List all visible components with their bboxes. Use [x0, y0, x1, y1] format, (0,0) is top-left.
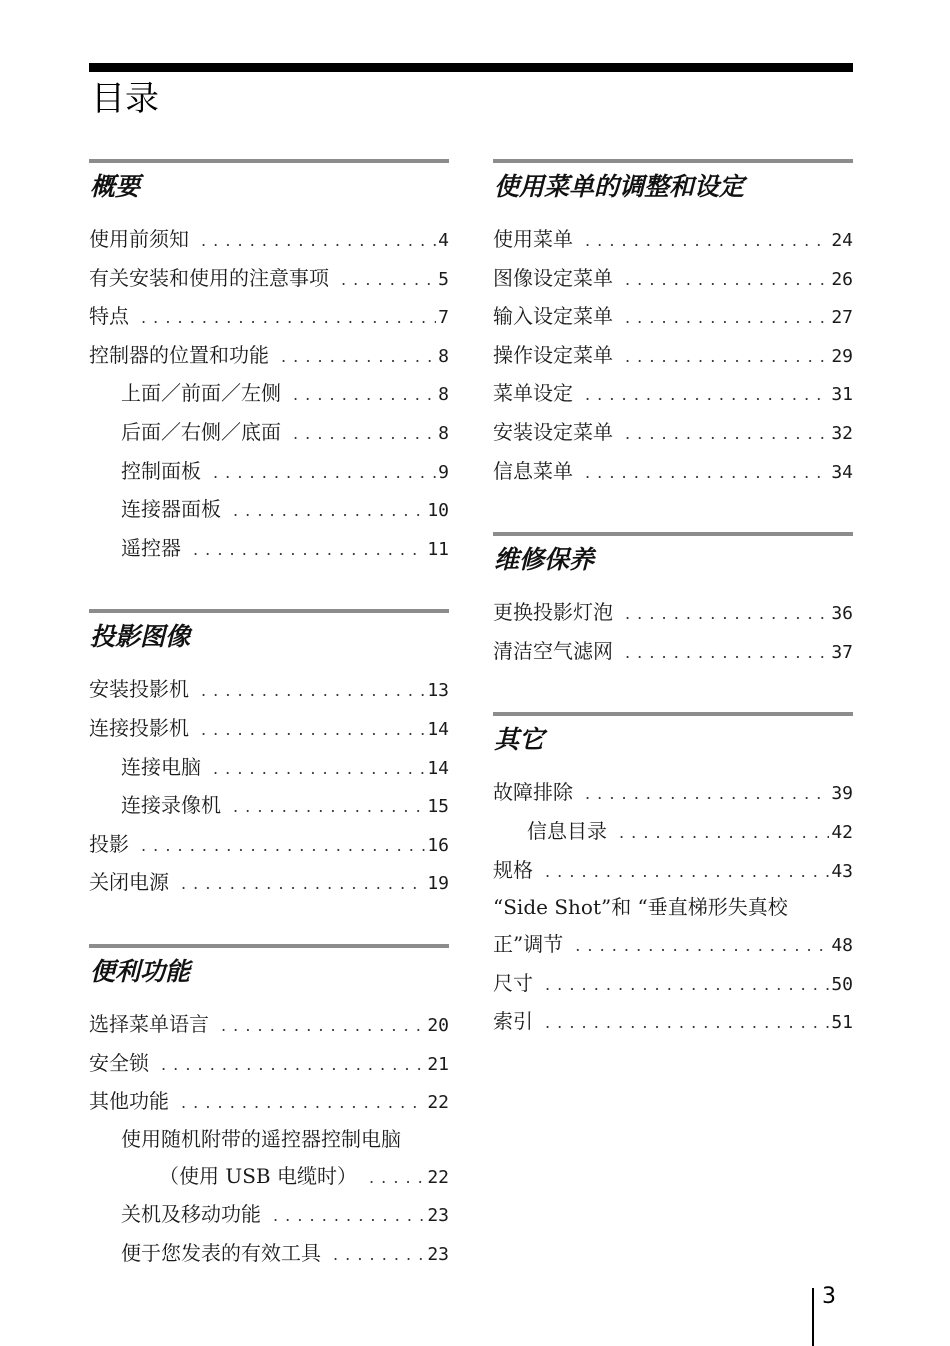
section-title: 维修保养: [494, 545, 595, 575]
toc-subentry[interactable]: [493, 812, 853, 851]
toc-entry-label: 菜单设定: [493, 381, 573, 406]
dot-leader: [585, 775, 829, 814]
toc-entry-page: 15: [427, 796, 449, 818]
dot-leader: [293, 376, 436, 415]
toc-entry-label: 使用菜单: [493, 227, 573, 251]
toc-entry-page: 37: [831, 641, 853, 663]
toc-entry-page: 26: [831, 268, 853, 290]
toc-entry-page: 8: [438, 384, 449, 406]
toc-entry-label: 操作设定菜单: [493, 342, 613, 367]
toc-entry-page: 14: [427, 718, 449, 740]
toc-entry[interactable]: [493, 374, 853, 413]
toc-entry-label: 投影: [89, 831, 129, 856]
section-title: 使用菜单的调整和设定: [494, 172, 745, 201]
section-other: [493, 712, 853, 1041]
section-maintenance: [493, 532, 853, 670]
toc-entry-label-line2: （使用 USB 电缆时）: [159, 1163, 357, 1188]
toc-entry[interactable]: [493, 336, 853, 375]
section-rule: [493, 712, 853, 716]
toc-entry-page: 23: [427, 1243, 449, 1265]
dot-leader: [625, 338, 829, 377]
toc-entry-label: 连接录像机: [121, 793, 221, 818]
toc-entry-page: 20: [427, 1014, 449, 1036]
toc-entry-label: 图像设定菜单: [493, 265, 613, 290]
toc-subentry[interactable]: [89, 786, 449, 825]
toc-entry-label: 尺寸: [493, 970, 533, 995]
toc-subentry[interactable]: [89, 529, 449, 568]
toc-entry-page: 50: [831, 973, 853, 995]
toc-entry-page: 23: [427, 1205, 449, 1227]
toc-entry-label: 控制面板: [121, 458, 201, 483]
toc-entry-page: 21: [427, 1053, 449, 1075]
toc-entry[interactable]: [89, 297, 449, 336]
toc-entry-page: 27: [831, 307, 853, 329]
section-rule: [493, 159, 853, 163]
toc-entry-page: 39: [831, 783, 853, 805]
toc-entry[interactable]: [493, 964, 853, 1003]
toc-entry-label: 清洁空气滤网: [493, 638, 613, 663]
toc-entry-page: 22: [427, 1092, 449, 1114]
toc-entry-page: 31: [831, 384, 853, 406]
dot-leader: [193, 531, 425, 570]
toc-entry-label: 上面／前面／左侧: [121, 381, 281, 406]
toc-subentry[interactable]: [89, 413, 449, 452]
dot-leader: [201, 672, 425, 711]
toc-entry-label: 更换投影灯泡: [493, 600, 613, 625]
toc-entry-page: 34: [831, 461, 853, 483]
dot-leader: [585, 454, 829, 493]
toc-entry[interactable]: [493, 297, 853, 336]
toc-entry[interactable]: [89, 709, 449, 748]
dot-leader: [293, 415, 436, 454]
toc-entry-label: 连接器面板: [121, 497, 221, 522]
toc-subentry[interactable]: [89, 1234, 449, 1273]
toc-subentry[interactable]: [89, 452, 449, 491]
dot-leader: [619, 814, 829, 853]
dot-leader: [625, 299, 829, 338]
page-title: 目录: [91, 79, 159, 119]
dot-leader: [221, 1007, 425, 1046]
toc-entry-page: 14: [427, 757, 449, 779]
toc-entry-label: 选择菜单语言: [89, 1011, 209, 1036]
top-rule: [89, 63, 853, 72]
dot-leader: [545, 853, 829, 892]
dot-leader: [181, 865, 425, 904]
toc-entry-page: 36: [831, 603, 853, 625]
toc-entry-label: 关闭电源: [89, 870, 169, 895]
toc-entry-label: 关机及移动功能: [121, 1202, 261, 1227]
toc-entry[interactable]: [493, 220, 853, 259]
dot-leader: [201, 222, 436, 261]
toc-entry[interactable]: [89, 259, 449, 298]
dot-leader: [233, 788, 425, 827]
section-convenient: [89, 944, 449, 1273]
toc-entry-page: 24: [831, 230, 853, 251]
toc-entry-label: 信息目录: [527, 818, 607, 843]
toc-entry-page: 8: [438, 345, 449, 367]
toc-entry-page: 22: [427, 1166, 449, 1188]
dot-leader: [625, 595, 829, 634]
toc-entry-label-line1: 使用随机附带的遥控器控制电脑: [121, 1126, 401, 1151]
toc-entry[interactable]: [493, 413, 853, 452]
toc-entry-line2: [121, 1157, 449, 1196]
toc-entry-label: 安装设定菜单: [493, 419, 613, 444]
toc-entry[interactable]: [89, 825, 449, 864]
section-title: 投影图像: [90, 622, 191, 652]
toc-entry[interactable]: [493, 593, 853, 632]
toc-entry-page: 32: [831, 422, 853, 444]
toc-entry-label: 安全锁: [89, 1050, 149, 1075]
section-rule: [89, 609, 449, 613]
toc-entry-page: 42: [831, 821, 853, 843]
toc-entry-label: 连接投影机: [89, 715, 189, 740]
toc-subentry[interactable]: [89, 748, 449, 787]
toc-entry-label: 特点: [89, 304, 129, 329]
section-rule: [89, 159, 449, 163]
toc-entry-label: 控制器的位置和功能: [89, 342, 269, 367]
toc-entry-multiline[interactable]: [493, 889, 853, 964]
dot-leader: [625, 261, 829, 300]
dot-leader: [201, 711, 425, 750]
dot-leader: [585, 222, 829, 261]
toc-entry[interactable]: [89, 863, 449, 902]
dot-leader: [575, 927, 829, 966]
toc-entry[interactable]: [493, 851, 853, 890]
section-title: 其它: [494, 725, 545, 755]
toc-entry-label: 信息菜单: [493, 458, 573, 483]
toc-entry-label: 便于您发表的有效工具: [121, 1240, 321, 1265]
dot-leader: [161, 1046, 425, 1085]
toc-entry-label: 后面／右侧／底面: [121, 419, 281, 444]
toc-entry-label: 连接电脑: [121, 754, 201, 779]
toc-entry-page: 29: [831, 345, 853, 367]
toc-entry[interactable]: [89, 1044, 449, 1083]
section-rule: [493, 532, 853, 536]
section-overview: [89, 159, 449, 567]
toc-entry-page: 16: [427, 834, 449, 856]
dot-leader: [141, 299, 436, 338]
toc-entry[interactable]: [89, 670, 449, 709]
dot-leader: [585, 376, 829, 415]
toc-entry[interactable]: [89, 336, 449, 375]
toc-entry-label: 索引: [493, 1009, 533, 1034]
toc-subentry[interactable]: [89, 490, 449, 529]
toc-entry[interactable]: [493, 632, 853, 671]
dot-leader: [333, 1236, 425, 1275]
toc-entry-label: 其他功能: [89, 1089, 169, 1114]
dot-leader: [213, 454, 436, 493]
toc-entry-page: 19: [427, 873, 449, 895]
toc-entry[interactable]: [493, 452, 853, 491]
toc-entry-page: 10: [427, 500, 449, 522]
toc-entry-label-line2: 正”调节: [493, 932, 564, 957]
toc-subentry-multiline[interactable]: [89, 1121, 449, 1196]
toc-entry-page: 43: [831, 860, 853, 882]
toc-entry-label: 规格: [493, 857, 533, 882]
toc-entry[interactable]: [493, 1002, 853, 1041]
toc-entry[interactable]: [89, 1005, 449, 1044]
toc-entry-label: 遥控器: [121, 535, 181, 560]
section-menus: [493, 159, 853, 490]
dot-leader: [273, 1197, 425, 1236]
toc-entry-page: 5: [438, 268, 449, 290]
toc-entry[interactable]: [493, 773, 853, 812]
toc-right-column: [493, 159, 853, 1041]
toc-entry-page: 11: [427, 538, 449, 560]
dot-leader: [233, 492, 425, 531]
page-number: 3: [822, 1284, 836, 1309]
toc-entry-page: 48: [831, 935, 853, 957]
dot-leader: [141, 827, 425, 866]
toc-entry-label: 输入设定菜单: [493, 304, 613, 329]
toc-entry[interactable]: [493, 259, 853, 298]
section-title: 便利功能: [90, 956, 191, 986]
toc-entry-label-line1: “Side Shot”和 “垂直梯形失真校: [493, 895, 788, 920]
toc-entry-label: 安装投影机: [89, 677, 189, 702]
toc-entry[interactable]: [89, 220, 449, 259]
section-projecting: [89, 609, 449, 902]
dot-leader: [341, 261, 436, 300]
toc-entry-label: 有关安装和使用的注意事项: [89, 265, 329, 290]
dot-leader: [545, 1004, 829, 1043]
toc-entry-label: 故障排除: [493, 780, 573, 805]
toc-entry-page: 8: [438, 422, 449, 444]
dot-leader: [625, 415, 829, 454]
page-number-rule: [812, 1288, 814, 1346]
dot-leader: [181, 1084, 425, 1123]
section-title: 概要: [90, 172, 141, 201]
toc-subentry[interactable]: [89, 1195, 449, 1234]
toc-entry-page: 9: [438, 461, 449, 483]
toc-entry-line2: [493, 925, 853, 964]
dot-leader: [369, 1159, 425, 1198]
dot-leader: [625, 634, 829, 673]
toc-entry-page: 4: [438, 230, 449, 251]
dot-leader: [281, 338, 436, 377]
dot-leader: [545, 966, 829, 1005]
toc-entry-page: 51: [831, 1012, 853, 1034]
toc-entry[interactable]: [89, 1082, 449, 1121]
toc-entry-label: 使用前须知: [89, 227, 189, 251]
toc-entry-page: 13: [427, 680, 449, 702]
toc-entry-page: 7: [438, 307, 449, 329]
toc-left-column: [89, 159, 449, 1272]
dot-leader: [213, 750, 425, 789]
section-rule: [89, 944, 449, 948]
toc-subentry[interactable]: [89, 374, 449, 413]
